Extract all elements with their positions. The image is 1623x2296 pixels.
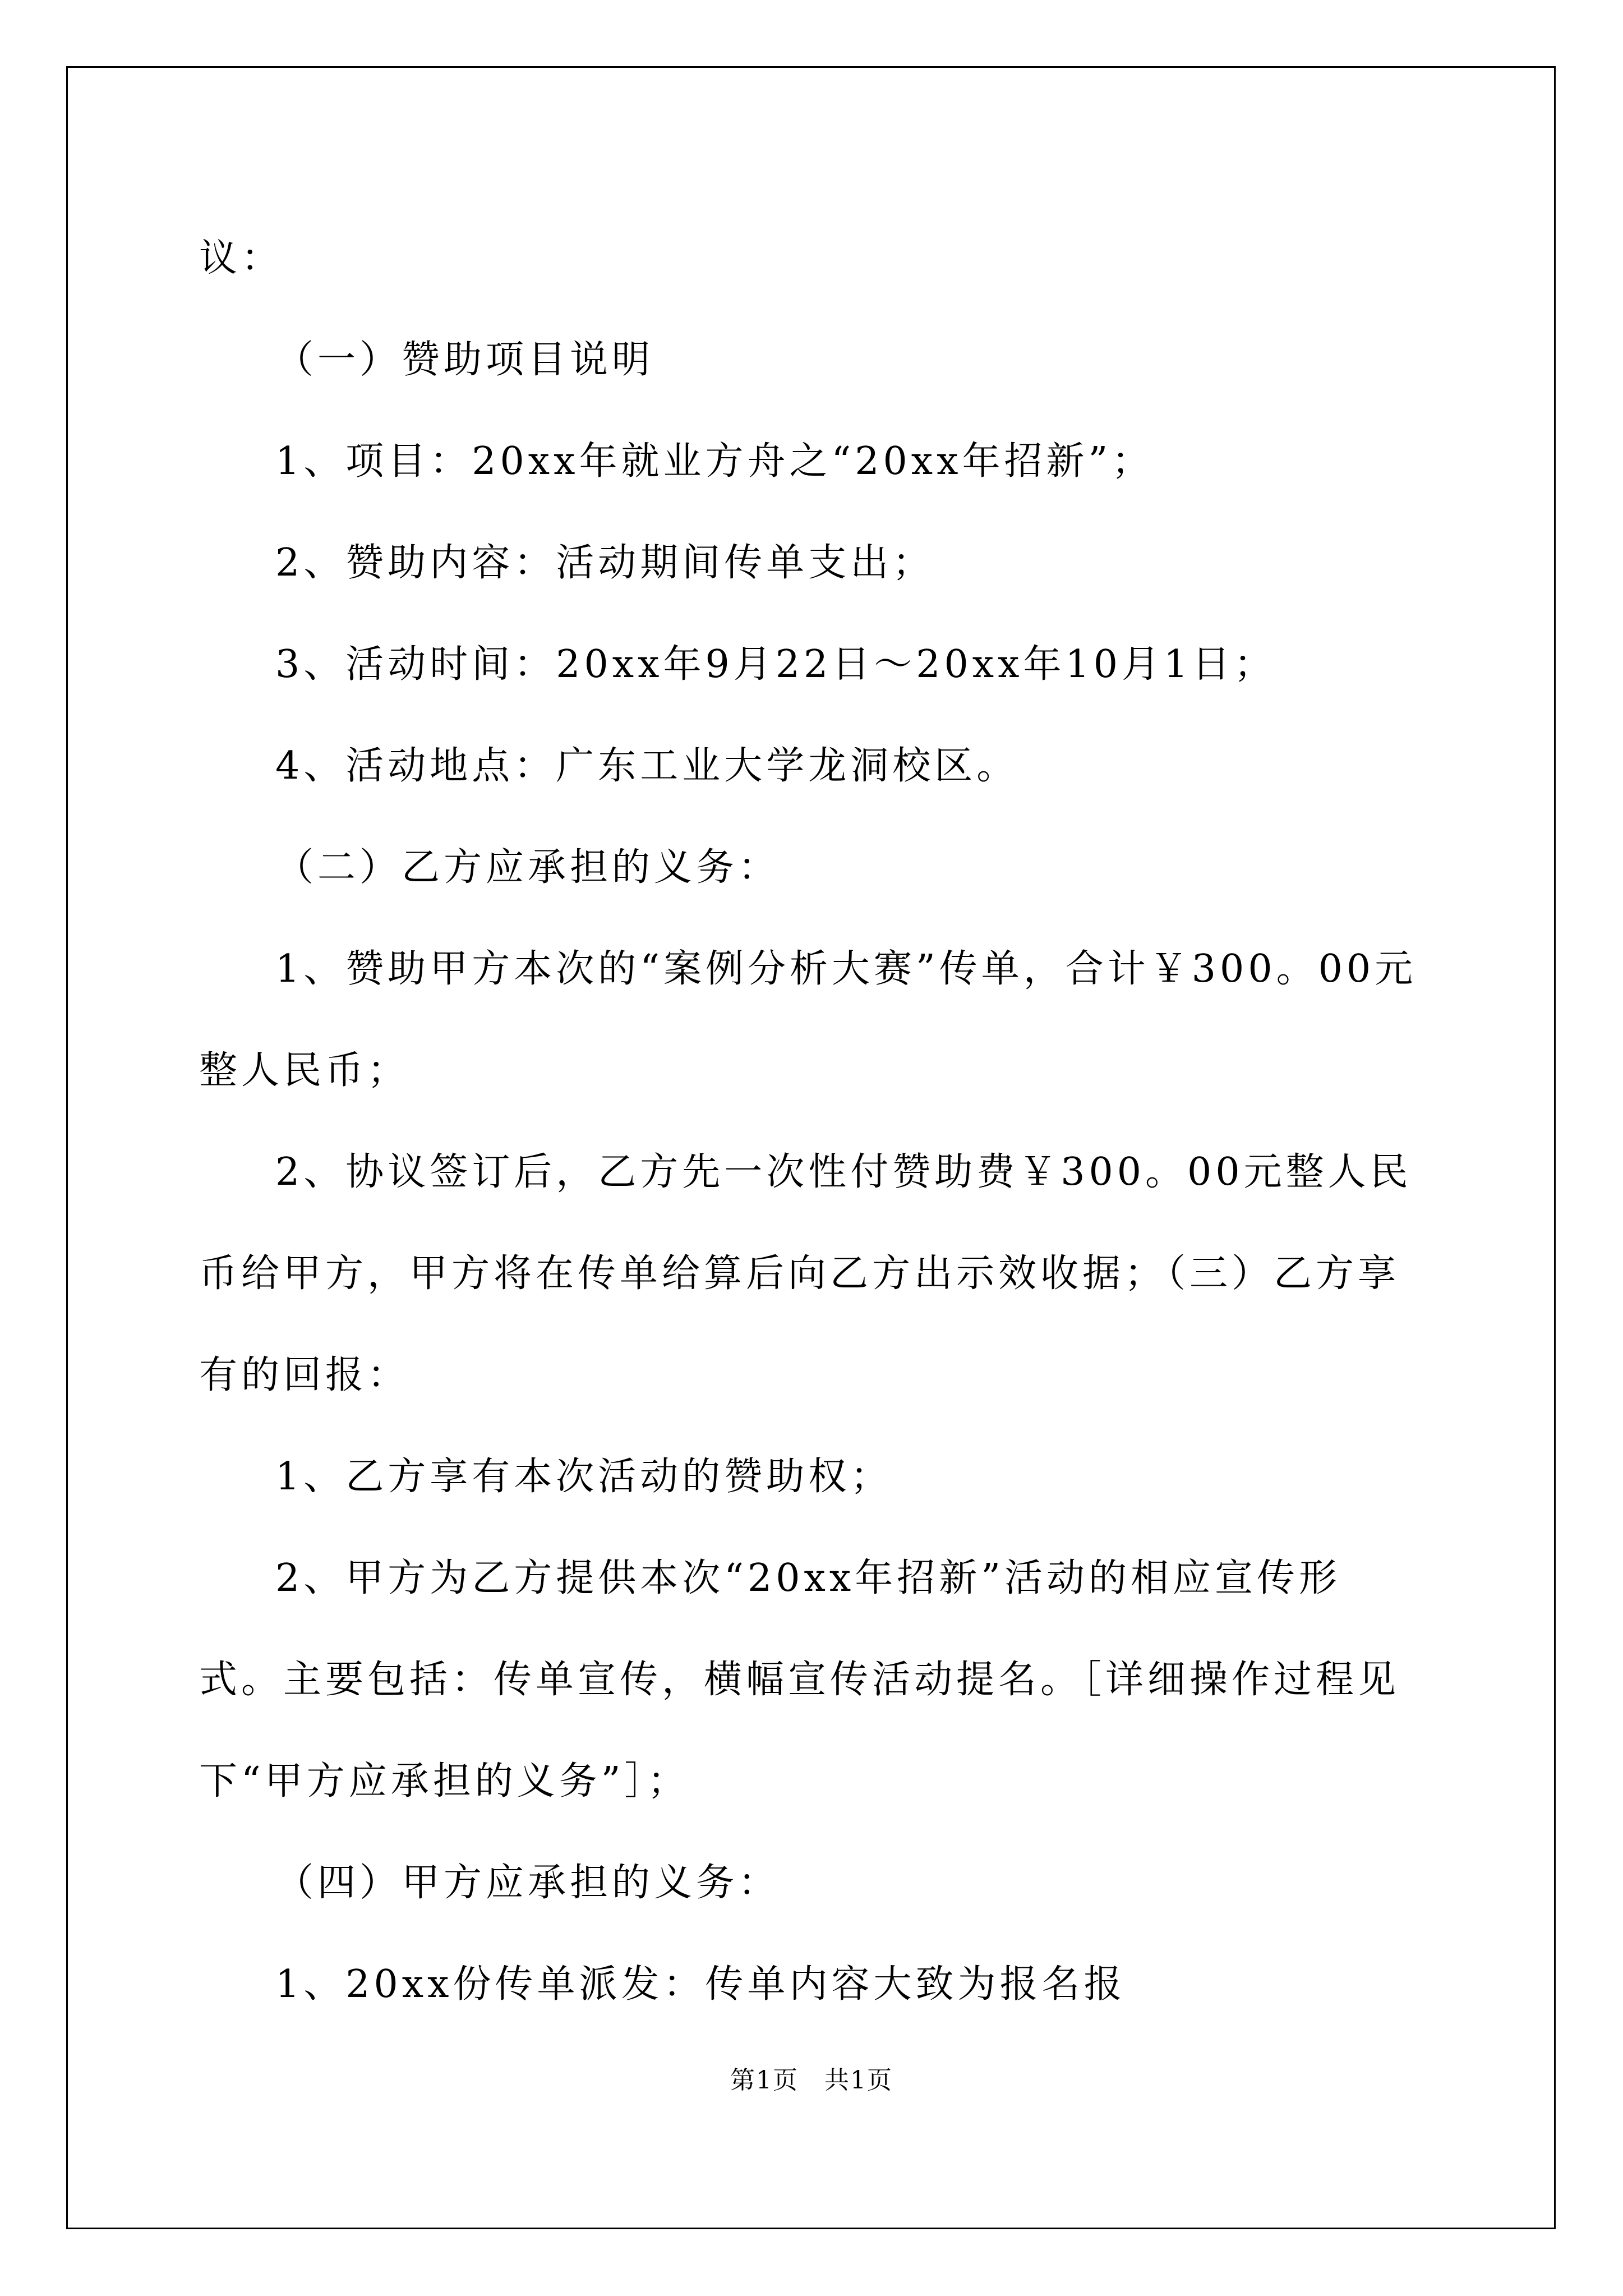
paragraph-10: 2、甲方为乙方提供本次“20xx年招新”活动的相应宣传形式。主要包括：传单宣传，横幅宣传活动提名。［详细操作过程见下“甲方应承担的义务”］； xyxy=(199,1556,1400,1803)
paragraph-7: 1、赞助甲方本次的“案例分析大赛”传单，合计￥300。00元整人民币； xyxy=(199,947,1417,1093)
paragraph-1: （一）赞助项目说明 xyxy=(275,338,654,382)
paragraph-5: 4、活动地点：广东工业大学龙洞校区。 xyxy=(275,744,1019,788)
page-footer: 第1页 共1页 xyxy=(730,2066,893,2095)
paragraph-9: 1、乙方享有本次活动的赞助权； xyxy=(275,1455,893,1499)
paragraph-6: （二）乙方应承担的义务： xyxy=(275,845,781,890)
paragraph-4: 3、活动时间：20xx年9月22日～20xx年10月1日； xyxy=(275,642,1276,687)
paragraph-11: （四）甲方应承担的义务： xyxy=(275,1861,781,1905)
document-body xyxy=(199,208,1423,2035)
paragraph-12: 1、20xx份传单派发：传单内容大致为报名报 xyxy=(275,1962,1126,2007)
paragraph-3: 2、赞助内容：活动期间传单支出； xyxy=(275,541,935,585)
paragraph-2: 1、项目：20xx年就业方舟之“20xx年招新”； xyxy=(275,439,1154,484)
paragraph-0: 议： xyxy=(199,236,284,280)
paragraph-8: 2、协议签订后，乙方先一次性付赞助费￥300。00元整人民币给甲方，甲方将在传单给算后向乙方出示效收据；（三）乙方享有的回报： xyxy=(199,1150,1412,1397)
